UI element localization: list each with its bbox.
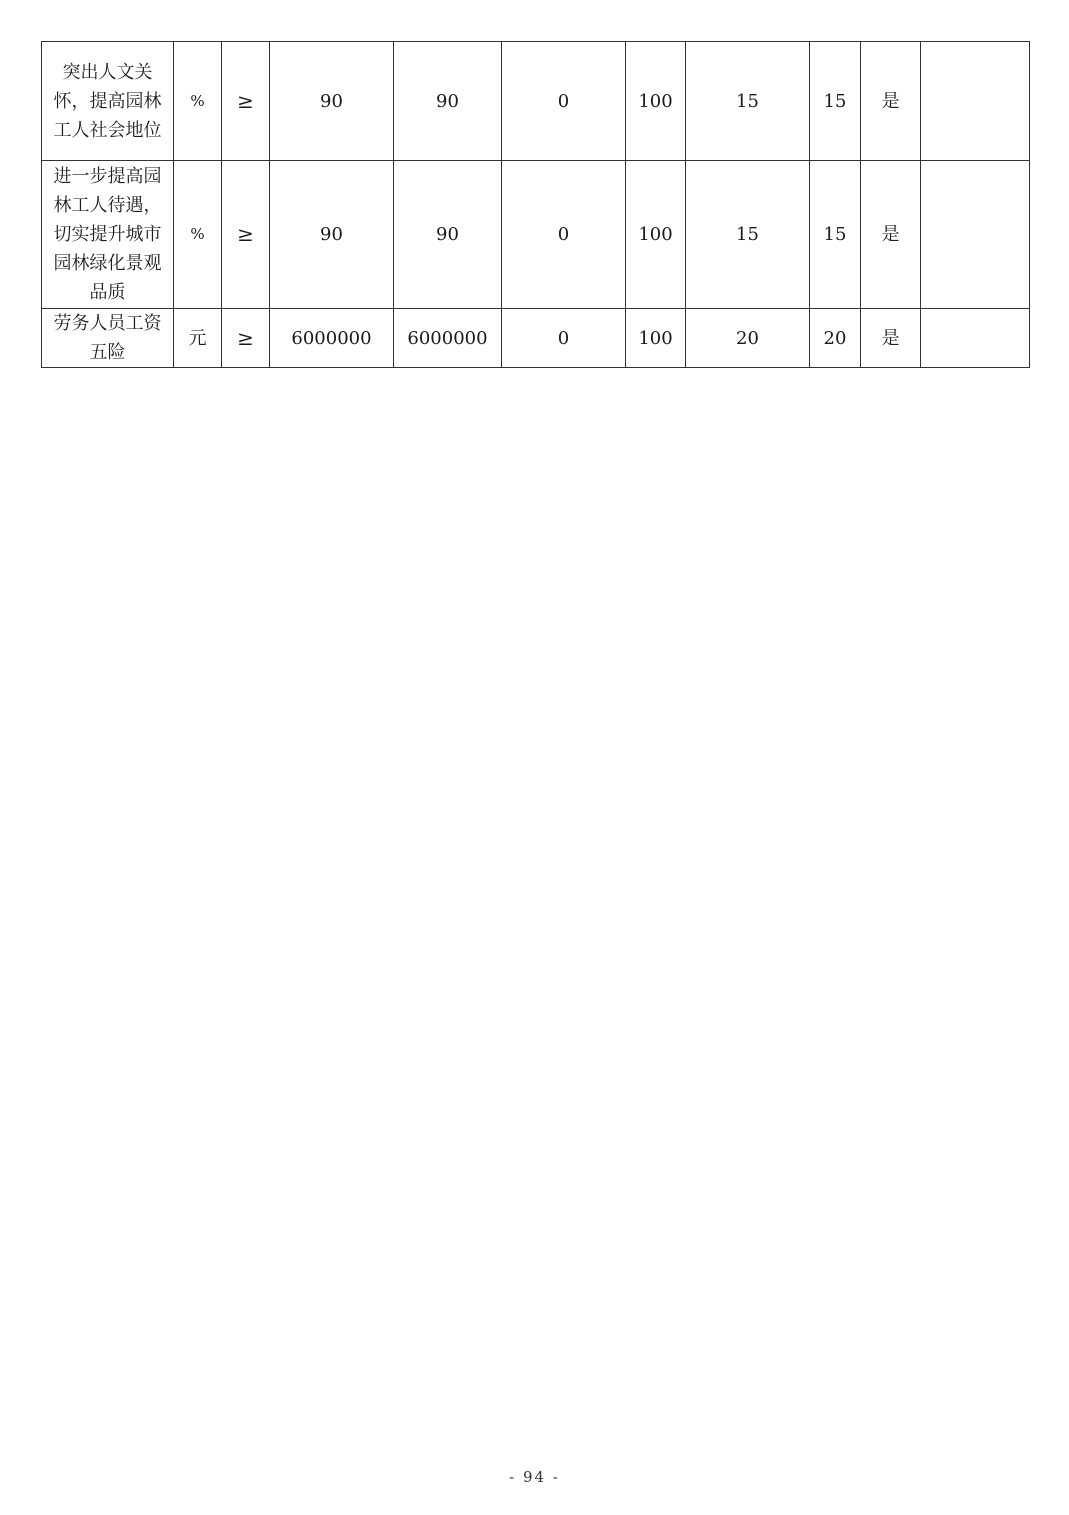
target-value-cell: 6000000 xyxy=(270,309,394,368)
table-row xyxy=(42,161,1030,309)
completion-rate-cell: 100 xyxy=(626,161,686,309)
indicator-name-cell: 进一步提高园林工人待遇，切实提升城市园林绿化景观品质 xyxy=(42,161,174,309)
operator-cell: ≥ xyxy=(222,161,270,309)
deviation-cell: 0 xyxy=(502,309,626,368)
actual-value-cell: 90 xyxy=(394,42,502,161)
achieved-cell: 是 xyxy=(861,161,921,309)
remark-cell xyxy=(921,42,1030,161)
achieved-cell: 是 xyxy=(861,309,921,368)
weight-cell: 20 xyxy=(686,309,810,368)
target-value-cell: 90 xyxy=(270,161,394,309)
indicator-name-cell: 劳务人员工资五险 xyxy=(42,309,174,368)
actual-value-cell: 90 xyxy=(394,161,502,309)
weight-cell: 15 xyxy=(686,161,810,309)
deviation-cell: 0 xyxy=(502,42,626,161)
score-cell: 15 xyxy=(810,42,861,161)
actual-value-cell: 6000000 xyxy=(394,309,502,368)
table-row xyxy=(42,309,1030,368)
completion-rate-cell: 100 xyxy=(626,42,686,161)
unit-cell: 元 xyxy=(174,309,222,368)
completion-rate-cell: 100 xyxy=(626,309,686,368)
score-cell: 20 xyxy=(810,309,861,368)
operator-cell: ≥ xyxy=(222,309,270,368)
indicator-table xyxy=(41,41,1030,368)
achieved-cell: 是 xyxy=(861,42,921,161)
target-value-cell: 90 xyxy=(270,42,394,161)
unit-cell: % xyxy=(174,42,222,161)
remark-cell xyxy=(921,309,1030,368)
deviation-cell: 0 xyxy=(502,161,626,309)
weight-cell: 15 xyxy=(686,42,810,161)
page-number: - 94 - xyxy=(509,1468,560,1486)
table-row xyxy=(42,42,1030,161)
remark-cell xyxy=(921,161,1030,309)
score-cell: 15 xyxy=(810,161,861,309)
unit-cell: % xyxy=(174,161,222,309)
indicator-name-cell: 突出人文关怀，提高园林工人社会地位 xyxy=(42,42,174,161)
operator-cell: ≥ xyxy=(222,42,270,161)
